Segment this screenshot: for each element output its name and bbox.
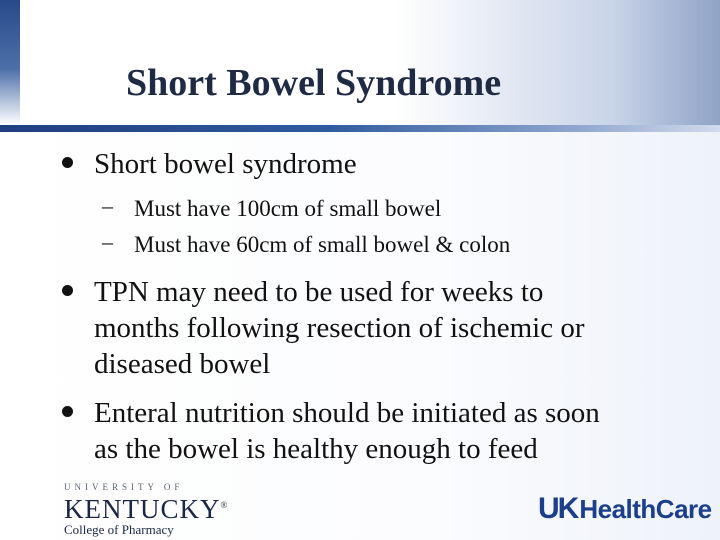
sub-bullet-2-text: Must have 60cm of small bowel & colon [134,232,511,257]
sub-bullet-1-text: Must have 100cm of small bowel [134,196,442,221]
healthcare-wordmark: HealthCare [579,494,712,524]
university-of-label: UNIVERSITY OF [64,482,184,492]
uk-college-of-pharmacy-logo [64,482,228,538]
bullet-2-text [94,274,584,382]
bullet-2 [62,274,584,382]
bullet-2-line-1: TPN may need to be used for weeks to [94,276,544,308]
bullet-dot-icon [62,157,73,168]
bullet-3-line-1: Enteral nutrition should be initiated as soon [94,397,600,429]
bullet-2-line-2: months following resection of ischemic or [94,312,585,344]
sub-bullet-2 [102,231,510,259]
bullet-dot-icon [62,285,73,296]
title-rule [0,125,720,132]
bullet-3 [62,395,600,467]
uk-healthcare-logo [538,494,712,524]
bullet-3-text [94,395,600,467]
sub-bullet-1 [102,195,441,223]
bullet-2-line-3: diseased bowel [94,348,271,380]
bullet-1 [62,146,357,182]
bullet-dot-icon [62,406,73,417]
footer [0,480,720,540]
dash-icon: – [102,193,113,218]
college-of-pharmacy-label: College of Pharmacy [64,522,174,537]
slide-title: Short Bowel Syndrome [126,62,502,104]
bullet-3-line-2: as the bowel is healthy enough to feed [94,433,538,465]
uk-mark-icon: UK [538,492,578,525]
title-left-accent [0,0,20,125]
registered-mark: ® [220,500,229,510]
bullet-1-text: Short bowel syndrome [94,148,357,180]
kentucky-wordmark [64,492,228,523]
dash-icon: – [102,229,113,254]
kentucky-name: KENTUCKY [64,494,221,524]
